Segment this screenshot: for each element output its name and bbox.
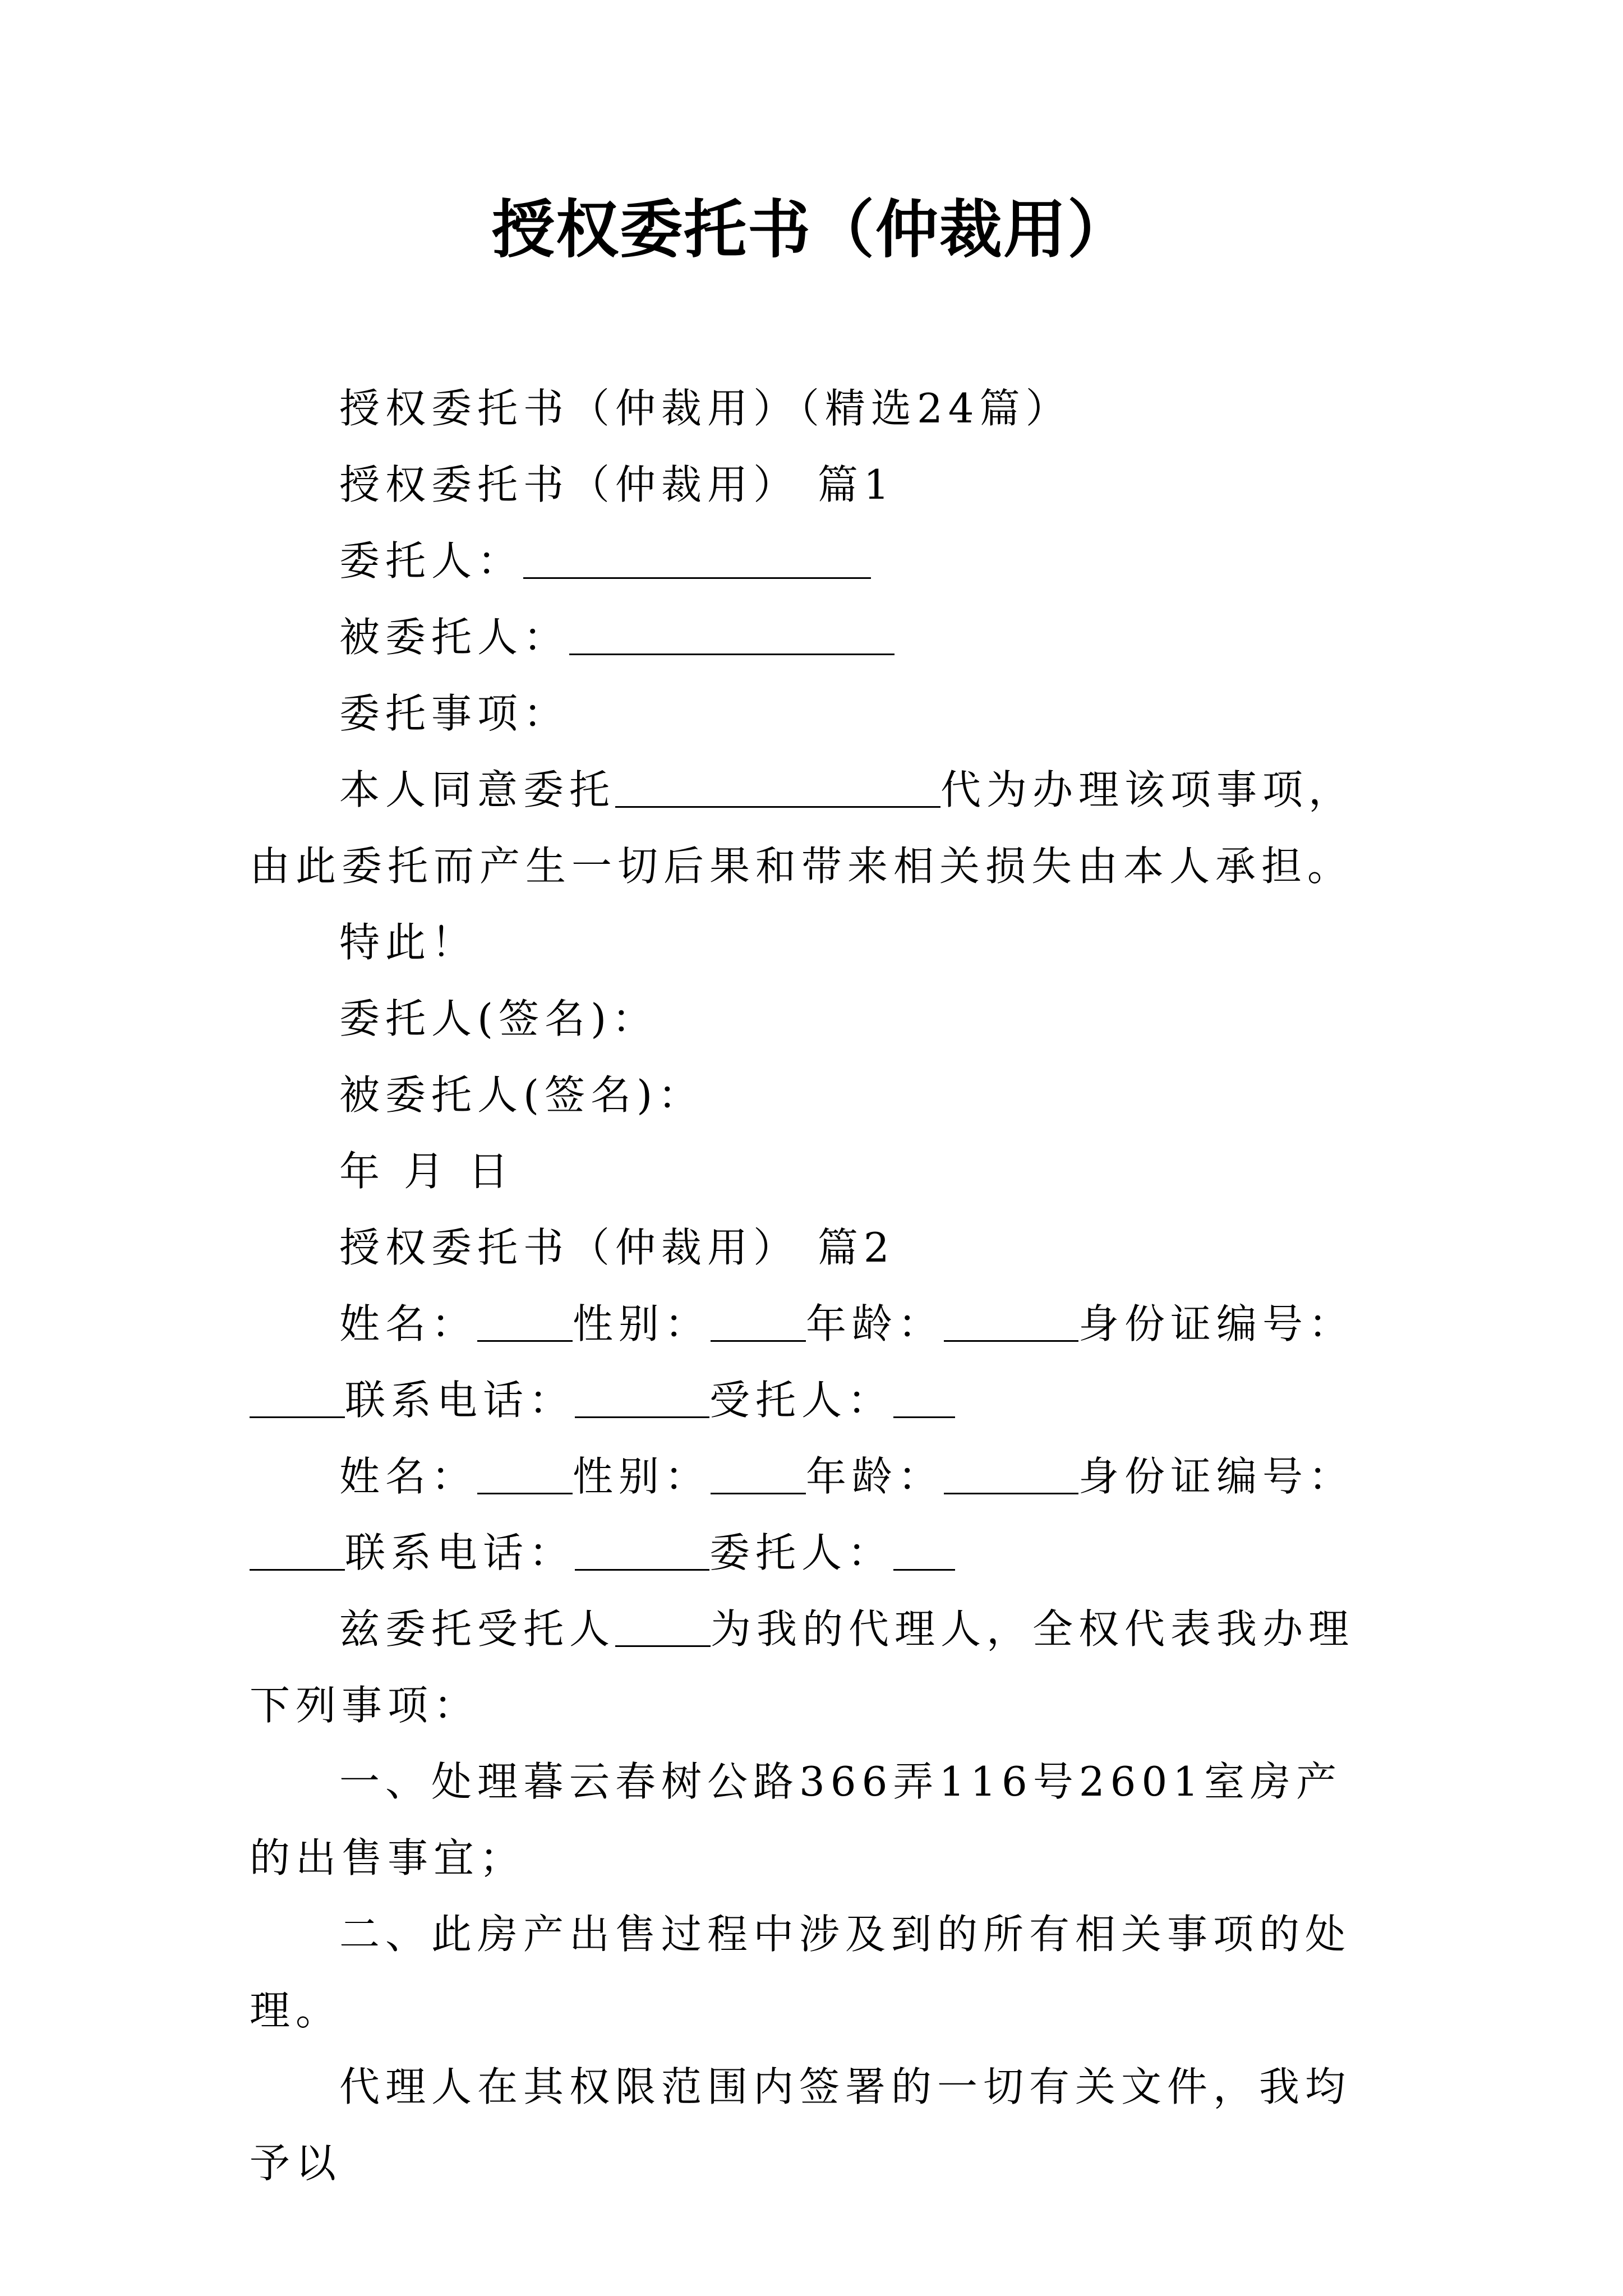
principal-blank	[893, 1529, 955, 1571]
age-label: 年龄：	[806, 1300, 944, 1347]
principal-label: 委托人：	[339, 537, 524, 585]
appointment-paragraph	[250, 1591, 1377, 1743]
trustee-info-paragraph	[250, 1286, 1377, 1438]
paragraph: 代理人在其权限范围内签署的一切有关文件，我均予以	[250, 2063, 1352, 2187]
consent-paragraph	[250, 752, 1377, 904]
section-heading: 授权委托书（仲裁用） 篇1	[339, 461, 895, 508]
paragraph: 授权委托书（仲裁用）（精选24篇）	[339, 385, 1072, 432]
id-label: 身份证编号：	[1078, 1300, 1355, 1347]
phone-label: 联系电话：	[345, 1377, 575, 1424]
consent-text-start: 本人同意委托	[339, 766, 616, 813]
trustee-name-blank	[615, 1605, 711, 1647]
principal-info-paragraph	[250, 1438, 1377, 1591]
trustee-label: 受托人：	[709, 1377, 894, 1424]
consent-text-end: 代为办理该项事项，由此委托而产生一切后果和带来相关损失由本人承担。	[250, 766, 1355, 890]
item-one-paragraph: 一、处理暮云春树公路366弄116号2601室房产的出售事宜；	[250, 1758, 1343, 1881]
document-body	[250, 370, 1377, 2201]
id-blank	[250, 1376, 345, 1418]
name-blank	[477, 1300, 573, 1342]
age-blank	[944, 1300, 1078, 1342]
principal-label: 委托人：	[709, 1529, 894, 1576]
agent-signature-line: 被委托人(签名)：	[339, 1071, 704, 1119]
phone-blank	[575, 1529, 709, 1571]
item-two-paragraph: 二、此房产出售过程中涉及到的所有相关事项的处理。	[250, 1911, 1352, 2034]
trustee-blank	[893, 1376, 955, 1418]
name-label: 姓名：	[339, 1453, 478, 1500]
gender-blank	[711, 1300, 806, 1342]
date-line: 年 月 日	[339, 1148, 514, 1195]
gender-label: 性别：	[573, 1453, 711, 1500]
gender-blank	[711, 1452, 806, 1494]
appointment-text-end: 为我的代理人，全权代表我办理下列事项：	[250, 1605, 1355, 1729]
id-label: 身份证编号：	[1078, 1453, 1355, 1500]
principal-blank	[523, 537, 871, 579]
consent-blank	[615, 766, 940, 808]
agent-label: 被委托人：	[339, 614, 570, 661]
gender-label: 性别：	[573, 1300, 711, 1347]
age-blank	[944, 1452, 1078, 1494]
name-blank	[477, 1452, 573, 1494]
principal-line	[250, 523, 1377, 599]
document-title: 授权委托书（仲裁用）	[492, 194, 1131, 266]
paragraph: 委托事项：	[339, 690, 570, 737]
paragraph: 特此！	[339, 919, 478, 966]
agent-blank	[569, 613, 895, 655]
phone-label: 联系电话：	[345, 1529, 575, 1576]
name-label: 姓名：	[339, 1300, 478, 1347]
id-blank	[250, 1529, 345, 1571]
phone-blank	[575, 1376, 709, 1418]
principal-signature-line: 委托人(签名)：	[339, 995, 658, 1042]
section-heading: 授权委托书（仲裁用） 篇2	[339, 1224, 895, 1271]
appointment-text-start: 兹委托受托人	[339, 1605, 616, 1653]
age-label: 年龄：	[806, 1453, 944, 1500]
agent-line	[250, 599, 1377, 675]
